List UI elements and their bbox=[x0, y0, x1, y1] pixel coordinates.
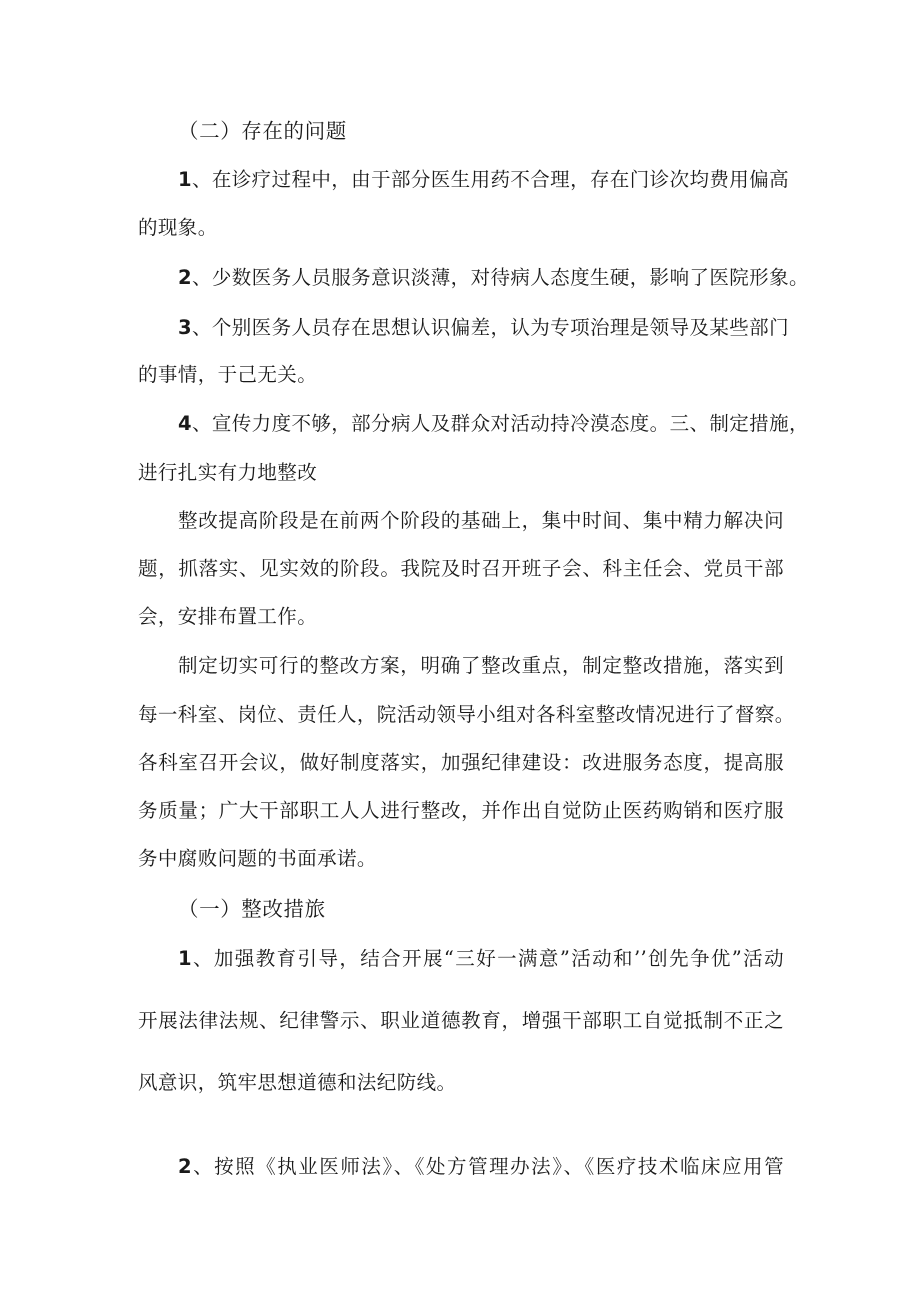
measure-item-2-line-1 bbox=[178, 1153, 784, 1181]
problem-item-1-line-2: 的现象。 bbox=[138, 216, 218, 239]
item-text: 、少数医务人员服务意识淡薄，对待病人态度生硬，影响了医院形象。 bbox=[191, 266, 809, 289]
measure-item-1-line-3: 风意识，筑牢思想道德和法纪防线。 bbox=[138, 1071, 457, 1094]
plan-paragraph-line-2: 每一科室、岗位、责任人，院活动领导小组对各科室整改情况进行了督察。 bbox=[138, 703, 795, 726]
item-number: 1 bbox=[178, 947, 192, 970]
item-number: 2 bbox=[178, 1155, 192, 1178]
plan-paragraph-line-1: 制定切实可行的整改方案，明确了整改重点，制定整改措施，落实到 bbox=[178, 654, 784, 677]
rectify-paragraph-line-3: 会，安排布置工作。 bbox=[138, 605, 318, 628]
plan-paragraph-line-3: 各科室召开会议，做好制度落实，加强纪律建设：改进服务态度，提高服 bbox=[138, 751, 784, 774]
section-heading-measures: （一）整改措旅 bbox=[178, 897, 326, 921]
rectify-paragraph-line-2: 题，抓落实、见实效的阶段。我院及时召开班子会、科主任会、党员干部 bbox=[138, 557, 784, 580]
rectify-paragraph-line-1: 整改提高阶段是在前两个阶段的基础上，集中时间、集中精力解决问 bbox=[178, 509, 784, 532]
item-text: 、按照《执业医师法》、《处方管理办法》、《医疗技术临床应用管 bbox=[191, 1155, 784, 1178]
measure-item-1-line-2: 开展法律法规、纪律警示、职业道德教育，增强干部职工自觉抵制不正之 bbox=[138, 1009, 784, 1032]
item-text: 、宣传力度不够，部分病人及群众对活动持冷漠态度。三、制定措施， bbox=[191, 412, 809, 435]
measure-item-1-line-1 bbox=[178, 945, 784, 973]
plan-paragraph-line-4: 务质量；广大干部职工人人进行整改，并作出自觉防止医药购销和医疗服 bbox=[138, 799, 784, 822]
problem-item-4-line-1 bbox=[178, 410, 809, 438]
item-number: 3 bbox=[178, 316, 192, 339]
item-number: 4 bbox=[178, 412, 192, 435]
item-text: 、在诊疗过程中，由于部分医生用药不合理，存在门诊次均费用偏高 bbox=[191, 168, 789, 191]
problem-item-3-line-1 bbox=[178, 314, 789, 342]
item-text: 、加强教育引导，结合开展“三好一满意”活动和’’创先争优”活动 bbox=[191, 947, 784, 970]
item-number: 2 bbox=[178, 266, 192, 289]
section-heading-problems: （二）存在的问题 bbox=[178, 119, 347, 143]
problem-item-4-line-2: 进行扎实有力地整改 bbox=[138, 461, 318, 484]
item-text: 、个别医务人员存在思想认识偏差，认为专项治理是领导及某些部门 bbox=[191, 316, 789, 339]
plan-paragraph-line-5: 务中腐败问题的书面承诺。 bbox=[138, 847, 377, 870]
item-number: 1 bbox=[178, 168, 192, 191]
problem-item-1-line-1 bbox=[178, 166, 789, 194]
problem-item-3-line-2: 的事情，于己无关。 bbox=[138, 363, 318, 386]
problem-item-2-line-1 bbox=[178, 264, 809, 292]
